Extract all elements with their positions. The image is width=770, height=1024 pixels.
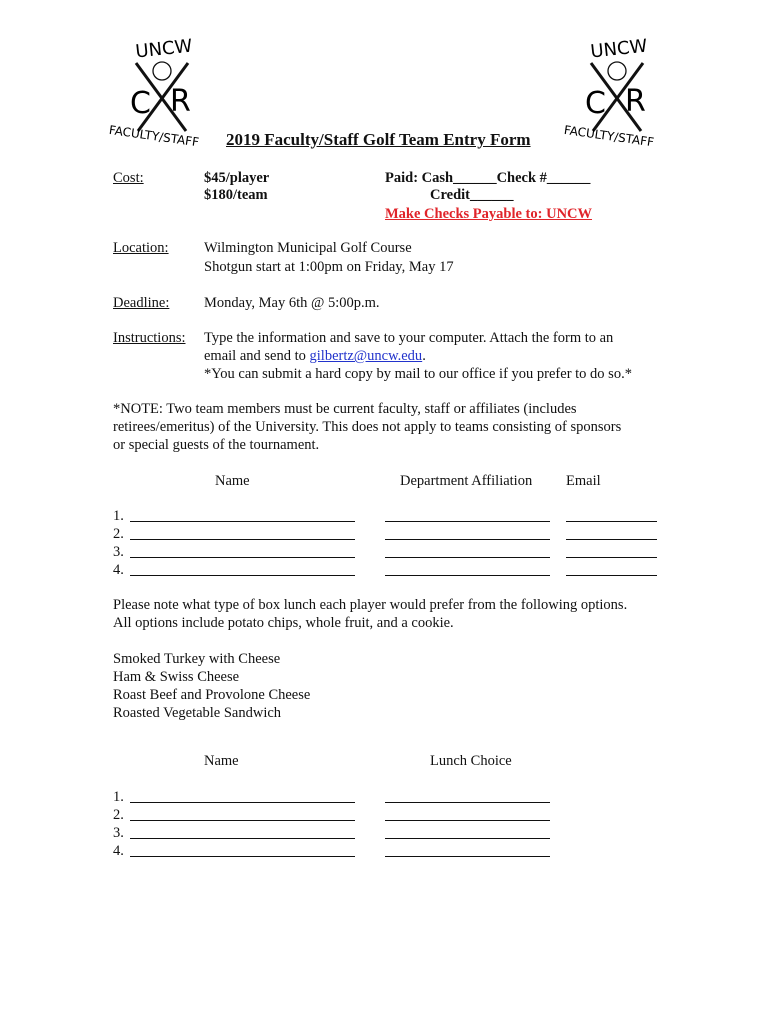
team-header-department: Department Affiliation — [400, 473, 533, 489]
lunch-option: Roasted Vegetable Sandwich — [113, 705, 282, 721]
team-name-field[interactable] — [130, 521, 355, 522]
email-link[interactable]: gilbertz@uncw.edu — [309, 348, 423, 364]
team-email-field[interactable] — [566, 575, 657, 576]
credit-line: Credit______ — [430, 187, 514, 203]
team-name-field[interactable] — [130, 539, 355, 540]
golf-ball-icon — [153, 62, 171, 80]
team-row-number: 3. — [113, 544, 124, 560]
logo-right-letter: R — [170, 84, 191, 119]
paid-line: Paid: Cash______Check #______ — [385, 170, 591, 186]
instructions-line-2-text: email and send to — [204, 348, 310, 364]
lunch-choice-field[interactable] — [385, 838, 550, 839]
lunch-name-field[interactable] — [130, 838, 355, 839]
lunch-option: Roast Beef and Provolone Cheese — [113, 687, 311, 703]
logo-right-letter: R — [625, 84, 646, 119]
location-label: Location: — [113, 240, 169, 256]
lunch-note-line-1: Please note what type of box lunch each player would prefer from the following options. — [113, 597, 628, 613]
cost-per-player: $45/player — [204, 170, 270, 186]
instructions-line-1: Type the information and save to your computer. Attach the form to an — [204, 330, 614, 346]
lunch-row-number: 1. — [113, 789, 124, 805]
logo-left-letter: C — [130, 86, 151, 121]
uncw-cr-logo-right — [555, 35, 675, 155]
team-header-name: Name — [215, 473, 250, 489]
lunch-row-number: 2. — [113, 807, 124, 823]
logo-top-text: UNCW — [134, 35, 194, 63]
note-line-3: or special guests of the tournament. — [113, 437, 320, 453]
lunch-choice-field[interactable] — [385, 802, 550, 803]
page-title: 2019 Faculty/Staff Golf Team Entry Form — [226, 130, 531, 149]
golf-ball-icon — [608, 62, 626, 80]
team-row-number: 4. — [113, 562, 124, 578]
lunch-option: Ham & Swiss Cheese — [113, 669, 240, 685]
team-department-field[interactable] — [385, 521, 550, 522]
instructions-line-2 — [204, 347, 426, 365]
note-line-1: *NOTE: Two team members must be current faculty, staff or affiliates (includes — [113, 401, 577, 417]
team-department-field[interactable] — [385, 575, 550, 576]
team-email-field[interactable] — [566, 521, 657, 522]
instructions-line-2-end: . — [422, 348, 426, 364]
logo-bottom-text: FACULTY/STAFF — [108, 122, 200, 150]
lunch-header-name: Name — [204, 753, 239, 769]
instructions-line-3: *You can submit a hard copy by mail to our office if you prefer to do so.* — [204, 366, 632, 382]
cost-label: Cost: — [113, 170, 144, 186]
lunch-header-choice: Lunch Choice — [430, 753, 512, 769]
lunch-name-field[interactable] — [130, 856, 355, 857]
lunch-choice-field[interactable] — [385, 856, 550, 857]
team-email-field[interactable] — [566, 557, 657, 558]
location-line-2: Shotgun start at 1:00pm on Friday, May 17 — [204, 259, 454, 275]
team-row-number: 2. — [113, 526, 124, 542]
deadline-label: Deadline: — [113, 295, 170, 311]
team-header-email: Email — [566, 473, 601, 489]
team-name-field[interactable] — [130, 575, 355, 576]
lunch-name-field[interactable] — [130, 802, 355, 803]
payable-note: Make Checks Payable to: UNCW — [385, 206, 593, 222]
lunch-row-number: 4. — [113, 843, 124, 859]
deadline-value: Monday, May 6th @ 5:00p.m. — [204, 295, 380, 311]
logo-bottom-text: FACULTY/STAFF — [563, 122, 655, 150]
uncw-cr-logo-left — [100, 35, 220, 155]
team-department-field[interactable] — [385, 539, 550, 540]
team-department-field[interactable] — [385, 557, 550, 558]
location-line-1: Wilmington Municipal Golf Course — [204, 240, 412, 256]
team-email-field[interactable] — [566, 539, 657, 540]
logo-top-text: UNCW — [589, 35, 649, 63]
lunch-note-line-2: All options include potato chips, whole fruit, and a cookie. — [113, 615, 454, 631]
cost-per-team: $180/team — [204, 187, 268, 203]
team-row-number: 1. — [113, 508, 124, 524]
note-line-2: retirees/emeritus) of the University. This does not apply to teams consisting of sponsors — [113, 419, 622, 435]
instructions-label: Instructions: — [113, 330, 186, 346]
lunch-option: Smoked Turkey with Cheese — [113, 651, 281, 667]
logo-left-letter: C — [585, 86, 606, 121]
team-name-field[interactable] — [130, 557, 355, 558]
lunch-choice-field[interactable] — [385, 820, 550, 821]
lunch-name-field[interactable] — [130, 820, 355, 821]
lunch-row-number: 3. — [113, 825, 124, 841]
